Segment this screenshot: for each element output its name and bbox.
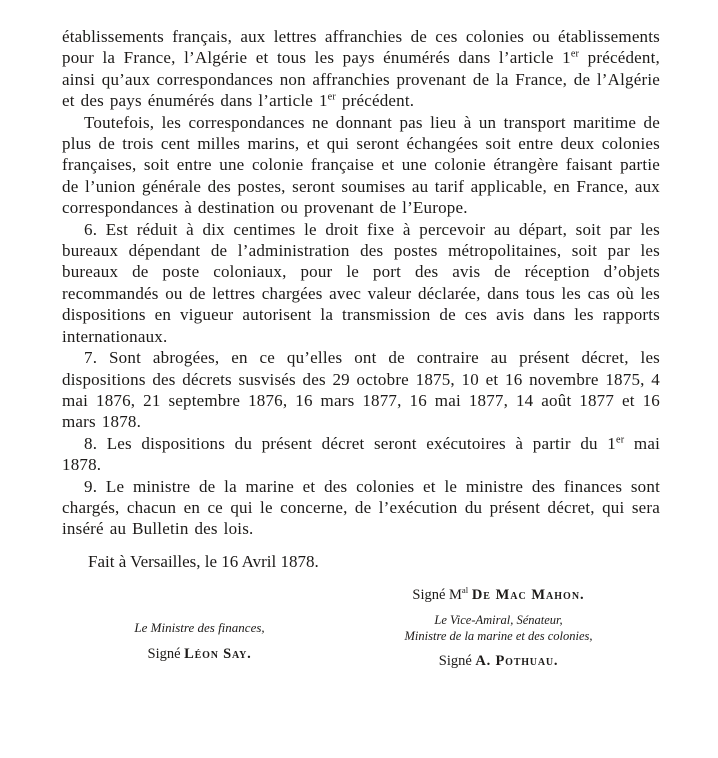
- paragraph-text: précédent.: [335, 91, 415, 111]
- signature-marine-minister: [337, 613, 660, 672]
- paragraph-text: 9. Le ministre de la marine et des colonies et le ministre des finances sont chargés, chacun en ce qui le concerne, de l’exécution du présent décret, qui sera inséré au Bulletin des lois.: [62, 476, 660, 539]
- paragraph-text: 6. Est réduit à dix centimes le droit fixe à percevoir au départ, soit par les bureaux dépendant de l’administration des postes métropolitaines, soit par les bureaux de poste coloniaux, pour le port des avis de réception d’objets recommandés ou de lettres chargées avec valeur déclarée, dans tous les cas où les dispositions en vigueur autorisent la transmission de ces avis dans les rapports internationaux.: [62, 219, 660, 346]
- paragraph-text: établissements français, aux lettres affranchies de ces colonies ou établissements pour la France, l’Algérie et tous les pays énumérés dans l’article 1: [62, 27, 660, 68]
- marine-minister-title-line1: Le Vice-Amiral, Sénateur,: [434, 613, 563, 628]
- dateline: Fait à Versailles, le 16 Avril 1878.: [88, 551, 319, 571]
- finance-minister-name: Léon Say.: [184, 645, 252, 662]
- paragraph: [62, 26, 660, 112]
- paragraph-text: 8. Les dispositions du présent décret seront exécutoires à partir du 1: [84, 433, 616, 453]
- president-name: De Mac Mahon.: [471, 587, 585, 604]
- paragraph-text: précédent, ainsi qu’aux correspondances non affranchies provenant de la France, de l’Algérie et des pays énumérés dans l’article 1: [62, 48, 660, 111]
- finance-minister-signed: [62, 644, 337, 665]
- paragraph: [62, 219, 660, 347]
- president-abbrev-sup: al: [461, 585, 469, 596]
- marine-minister-signed: [337, 651, 660, 672]
- superscript-text: er: [327, 91, 336, 103]
- paragraph-text: 7. Sont abrogées, en ce qu’elles ont de contraire au présent décret, les dispositions des décrets susvisés des 29 octobre 1875, 10 et 16 novembre 1875, 4 mai 1876, 21 septembre 1876, 16 mars 1877, 16 mai 1877, 14 août 1877 et 16 mars 1878.: [62, 348, 660, 432]
- superscript-text: er: [616, 434, 625, 446]
- marine-minister-title-line2: Ministre de la marine et des colonies,: [404, 628, 593, 643]
- paragraph: [62, 476, 660, 540]
- paragraph-text: Toutefois, les correspondances ne donnant pas lieu à un transport maritime de plus de trois cent milles marins, et qui seront échangées soit entre deux colonies françaises, soit entre une colonie française et une colonie étrangère faisant partie de l’union générale des postes, seront soumises au tarif applicable, en France, aux correspondances à destination ou provenant de l’Europe.: [62, 112, 660, 218]
- signed-label-president: Signé M: [412, 587, 462, 604]
- signature-finance-minister: [62, 613, 337, 672]
- signed-label-finance: Signé: [147, 645, 181, 662]
- finance-minister-title: Le Ministre des finances,: [134, 620, 265, 636]
- superscript-text: er: [570, 48, 580, 60]
- decree-body: [62, 26, 660, 540]
- paragraph: [62, 112, 660, 219]
- signature-president: [337, 587, 660, 604]
- signature-columns: [62, 613, 660, 672]
- marine-minister-name: A. Pothuau.: [475, 653, 559, 670]
- paragraph: [62, 347, 660, 433]
- signed-label-marine: Signé: [438, 653, 472, 670]
- paragraph: [62, 433, 660, 476]
- paragraph-text: mai 1878.: [62, 433, 660, 475]
